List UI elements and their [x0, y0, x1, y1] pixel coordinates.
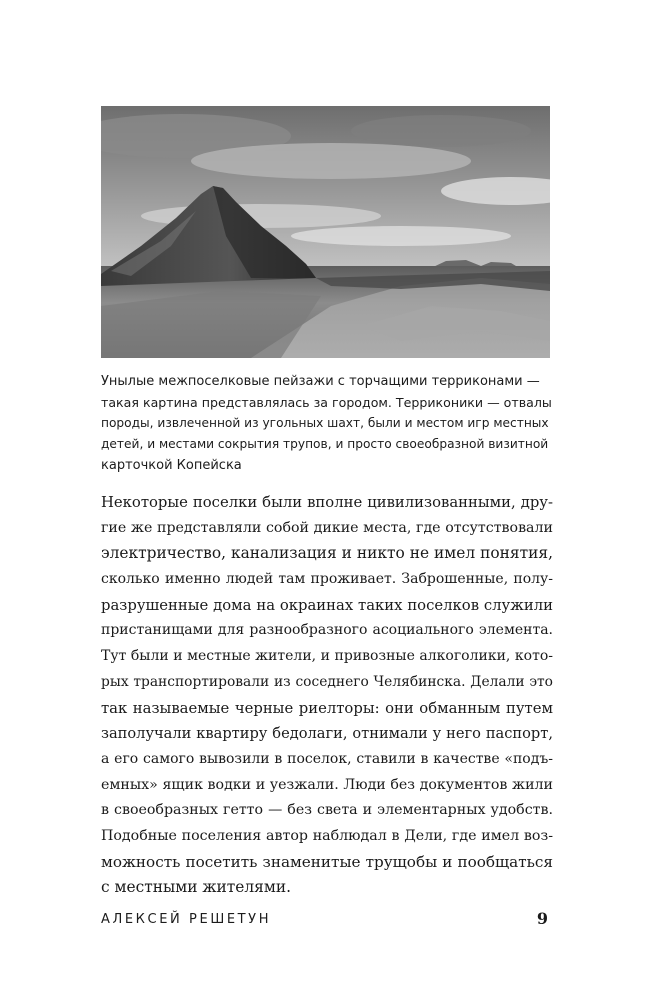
- landscape-photo: [101, 106, 550, 358]
- body-paragraph: [101, 490, 553, 901]
- body-line: разрушенные дома на окраинах таких поселков служили: [101, 596, 553, 614]
- body-line: гие же представляли собой дикие места, где отсутствовали: [101, 519, 553, 536]
- body-line: в своеобразных гетто — без света и элементарных удобств.: [101, 802, 553, 819]
- body-line: заполучали квартиру бедолаги, отнимали у него паспорт,: [101, 725, 553, 743]
- caption-line: такая картина представлялась за городом. Терриконики — отвалы: [101, 395, 552, 410]
- body-line: емных» ящик водки и уезжали. Люди без документов жили: [101, 776, 553, 793]
- caption-line: породы, извлеченной из угольных шахт, были и местом игр местных: [101, 416, 549, 430]
- body-line: электричество, канализация и никто не имел понятия,: [101, 544, 553, 563]
- photo-caption: [101, 371, 553, 476]
- body-line: с местными жителями.: [101, 878, 292, 897]
- body-line: так называемые черные риелторы: они обманным путем: [101, 699, 553, 717]
- body-line: можность посетить знаменитые трущобы и пообщаться: [101, 852, 553, 871]
- caption-line: карточкой Копейска: [101, 458, 242, 473]
- body-line: а его самого вывозили в поселок, ставили в качестве «подъ-: [101, 750, 553, 767]
- running-footer-author: АЛЕКСЕЙ РЕШЕТУН: [101, 912, 272, 927]
- body-line: Подобные поселения автор наблюдал в Дели, где имел воз-: [101, 827, 553, 844]
- body-line: рых транспортировали из соседнего Челябинска. Делали это: [101, 673, 553, 690]
- page-number: 9: [536, 909, 548, 928]
- body-line: Некоторые поселки были вполне цивилизованными, дру-: [101, 494, 553, 511]
- caption-line: Унылые межпоселковые пейзажи с торчащими терриконами —: [101, 374, 540, 389]
- caption-line: детей, и местами сокрытия трупов, и просто своеобразной визитной: [101, 437, 549, 451]
- body-line: Тут были и местные жители, и привозные алкоголики, кото-: [101, 648, 553, 665]
- body-line: сколько именно людей там проживает. Заброшенные, полу-: [101, 571, 553, 588]
- body-line: пристанищами для разнообразного асоциального элемента.: [101, 622, 553, 639]
